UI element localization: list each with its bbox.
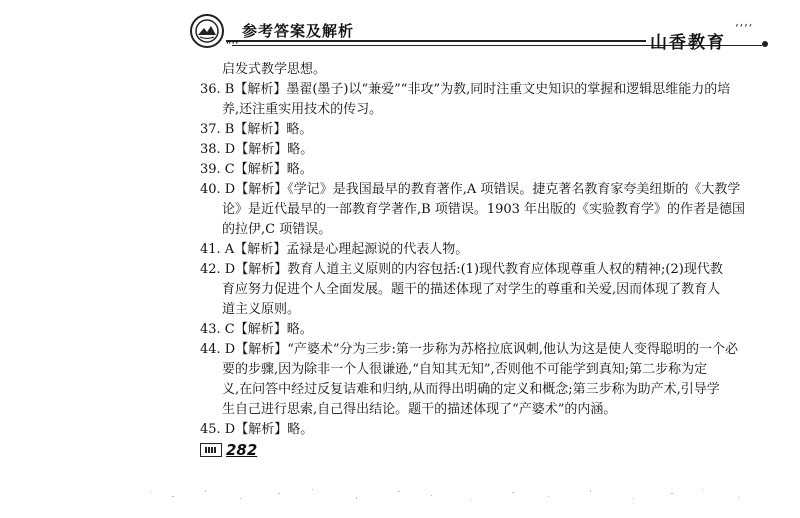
- text-line: 论》是近代最早的一部教育学著作,B 项错误。1903 年出版的《实验教育学》的作者是德国: [222, 202, 746, 217]
- brand-name: 山香教育: [650, 33, 726, 53]
- answer-44: 44. D【解析】“产婆术”分为三步:第一步称为苏格拉底讽刺,他认为这是使人变得聪明的一个必: [200, 342, 739, 357]
- answer-38: 38. D【解析】略。: [200, 142, 314, 157]
- answer-36: 36. B【解析】墨翟(墨子)以“兼爱”“非攻”为教,同时注重文史知识的掌握和逻辑思维能力的培: [200, 82, 731, 97]
- text-line: 要的步骤,因为除非一个人很谦逊,“自知其无知”,否则他不可能学到真知;第二步称为定: [222, 362, 708, 377]
- scan-noise: [0, 478, 800, 518]
- header-end-dot: [762, 41, 768, 47]
- publisher-logo-icon: [190, 14, 224, 48]
- page-number: 282: [226, 441, 258, 459]
- text-line: 生自己进行思索,自己得出结论。题干的描述体现了“产婆术”的内涵。: [222, 402, 617, 417]
- page-footer: [200, 441, 257, 459]
- text-line: 养,还注重实用技术的传习。: [222, 102, 383, 117]
- header-title: 参考答案及解析: [242, 22, 355, 40]
- answer-39: 39. C【解析】略。: [200, 162, 313, 177]
- text-line: 义,在问答中经过反复诘难和归纳,从而得出明确的定义和概念;第三步称为助产术,引导学: [222, 382, 720, 397]
- text-line: 道主义原则。: [222, 302, 301, 317]
- page-header: [0, 0, 800, 56]
- answer-43: 43. C【解析】略。: [200, 322, 313, 337]
- brand-decoration: ‘‘‘‘: [735, 22, 753, 35]
- header-quote-mark: “‘‘: [226, 40, 239, 51]
- answer-45: 45. D【解析】略。: [200, 422, 314, 437]
- book-icon: [200, 443, 222, 457]
- answer-37: 37. B【解析】略。: [200, 122, 313, 137]
- answer-41: 41. A【解析】孟禄是心理起源说的代表人物。: [200, 242, 469, 257]
- answer-text-block: [200, 60, 768, 440]
- answer-40: 40. D【解析】《学记》是我国最早的教育著作,A 项错误。捷克著名教育家夸美纽斯的《大教学: [200, 182, 741, 197]
- header-rule: [226, 40, 646, 42]
- text-line: 育应努力促进个人全面发展。题干的描述体现了对学生的尊重和关爱,因而体现了教育人: [222, 282, 721, 297]
- text-line: 启发式教学思想。: [222, 62, 327, 77]
- text-line: 的拉伊,C 项错误。: [222, 222, 332, 237]
- answer-42: 42. D【解析】教育人道主义原则的内容包括:(1)现代教育应体现尊重人权的精神;(2)现代教: [200, 262, 723, 277]
